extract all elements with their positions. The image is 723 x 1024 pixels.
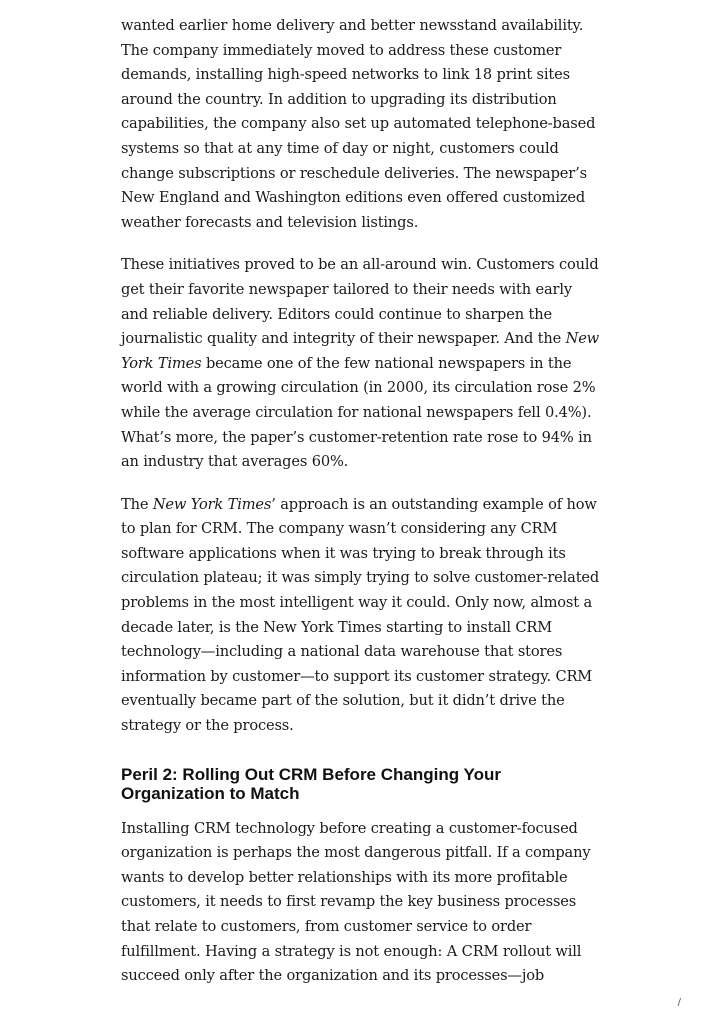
section-heading (121, 765, 601, 803)
article-body (121, 14, 601, 1007)
paragraph-text: became one of the few national newspapers in the world with a growing circulation (in 2000, its circulation rose 2% while the average circulation for national newspapers fell 0.4%). What’s more, the paper’s customer-retention rate rose to 94% in an industry that averages 60%. (121, 354, 596, 471)
page-mark: / (677, 997, 681, 1008)
paragraph-text: The (121, 495, 153, 513)
publication-name: New York Times (152, 495, 272, 513)
heading-line-1: Peril 2: Rolling Out CRM Before Changing Your (121, 764, 501, 784)
paragraph-text: wanted earlier home delivery and better newsstand availability. The company immediately moved to address these customer demands, installing high-speed networks to link 18 print sites around the country. In addition to upgrading its distribution capabilities, the company also set up automated telephone-based systems so that at any time of day or night, customers could change subscriptions or reschedule deliveries. The newspaper’s New England and Washington editions even offered customized weather forecasts and television listings. (121, 17, 596, 231)
paragraph-distribution (121, 14, 601, 235)
paragraph-initiatives (121, 253, 601, 474)
paragraph-text: These initiatives proved to be an all-around win. Customers could get their favorite newspaper tailored to their needs with early and reliable delivery. Editors could continue to sharpen the journalistic quality and integrity of their newspaper. And the (121, 256, 599, 348)
publication-name: New York Times (121, 330, 600, 372)
paragraph-text: ’ approach is an outstanding example of how to plan for CRM. The company wasn’t considering any CRM software applications when it was trying to break through its circulation plateau; it was simply trying to solve customer-related problems in the most intelligent way it could. Only now, almost a decade later, is the New York Times starting to install CRM technology—including a national data warehouse that stores information by customer—to support its customer strategy. CRM eventually became part of the solution, but it didn’t drive the strategy or the process. (121, 495, 600, 735)
paragraph-approach (121, 493, 601, 739)
heading-line-2: Organization to Match (121, 783, 300, 803)
paragraph-installing-crm (121, 817, 601, 989)
paragraph-text: Installing CRM technology before creating a customer-focused organization is perhaps the most dangerous pitfall. If a company wants to develop better relationships with its more profitable customers, it needs to first revamp the key business processes that relate to customers, from customer service to order fulfillment. Having a strategy is not enough: A CRM rollout will succeed only after the organization and its processes—job (121, 819, 591, 985)
